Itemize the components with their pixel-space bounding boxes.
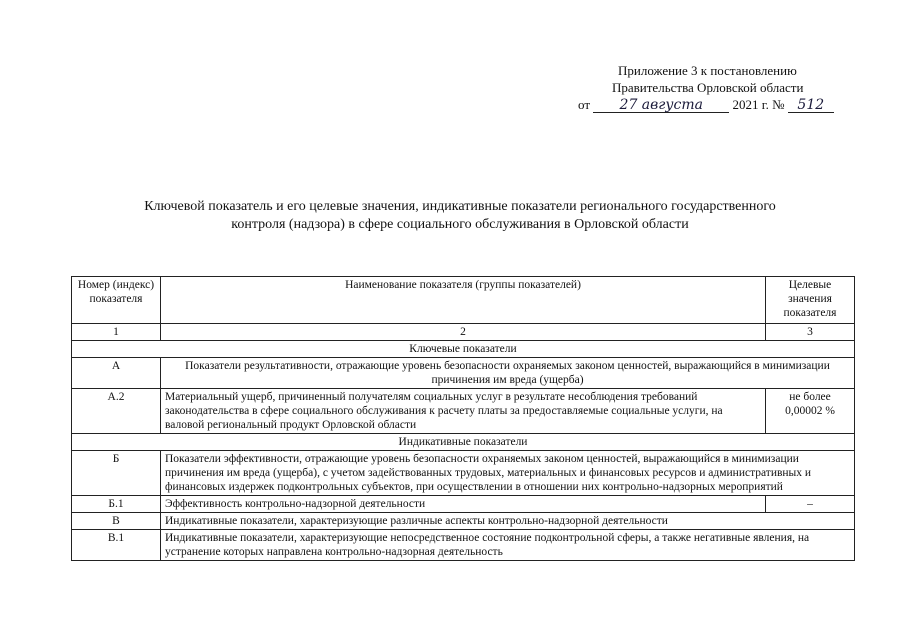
header-name: Наименование показателя (группы показателей) xyxy=(161,277,766,324)
row-index: Б xyxy=(72,451,161,496)
row-name: Индикативные показатели, характеризующие непосредственное состояние подконтрольной сферы, а также негативные явления, на устранение которых направлена контрольно-надзорная деятельность xyxy=(161,530,855,561)
row-name: Показатели эффективности, отражающие уровень безопасности охраняемых законом ценностей, выражающийся в минимизации причинения им вреда (ущерба), с учетом задействованных трудовых, материальных и финансовых ресурсов и административных и финансовых издержек подконтрольных субъектов, при осуществлении в отношении них контрольно-надзорных мероприятий xyxy=(161,451,855,496)
indicators-table xyxy=(71,276,855,561)
table-row xyxy=(72,389,855,434)
col-number-3: 3 xyxy=(766,324,855,341)
section-row-indicative xyxy=(72,434,855,451)
table-row xyxy=(72,530,855,561)
from-prefix: от xyxy=(578,97,591,112)
header-index: Номер (индекс) показателя xyxy=(72,277,161,324)
appendix-line-2: Правительства Орловской области xyxy=(612,80,804,95)
row-index: В.1 xyxy=(72,530,161,561)
table-header-row xyxy=(72,277,855,324)
title-line-1: Ключевой показатель и его целевые значения, индикативные показатели регионального государственного xyxy=(144,199,776,214)
section-row-key xyxy=(72,341,855,358)
handwritten-number: 512 xyxy=(788,98,834,113)
column-number-row xyxy=(72,324,855,341)
appendix-line-1: Приложение 3 к постановлению xyxy=(618,63,797,78)
row-index: А.2 xyxy=(72,389,161,434)
year-text: 2021 г. № xyxy=(732,97,785,112)
row-index: А xyxy=(72,358,161,389)
col-number-1: 1 xyxy=(72,324,161,341)
table-row xyxy=(72,513,855,530)
row-name: Эффективность контрольно-надзорной деятельности xyxy=(161,496,766,513)
appendix-date-line xyxy=(560,96,860,113)
table-row xyxy=(72,496,855,513)
row-target-value: – xyxy=(766,496,855,513)
row-name: Индикативные показатели, характеризующие различные аспекты контрольно-надзорной деятельности xyxy=(161,513,855,530)
row-index: Б.1 xyxy=(72,496,161,513)
row-name: Показатели результативности, отражающие уровень безопасности охраняемых законом ценностей, выражающийся в минимизации причинения им вреда (ущерба) xyxy=(161,358,855,389)
table-row xyxy=(72,358,855,389)
title-line-2: контроля (надзора) в сфере социального обслуживания в Орловской области xyxy=(231,217,689,232)
appendix-header xyxy=(560,62,860,113)
document-title xyxy=(90,198,830,234)
handwritten-date: 27 августа xyxy=(593,98,729,113)
section-indicative-label: Индикативные показатели xyxy=(72,434,855,451)
col-number-2: 2 xyxy=(161,324,766,341)
header-target: Целевые значения показателя xyxy=(766,277,855,324)
row-index: В xyxy=(72,513,161,530)
row-name: Материальный ущерб, причиненный получателям социальных услуг в результате несоблюдения требований законодательства в сфере социального обслуживания к расчету платы за предоставляемые социальные услуги, на валовой региональный продукт Орловской области xyxy=(161,389,766,434)
row-target-value: не более 0,00002 % xyxy=(766,389,855,434)
section-key-label: Ключевые показатели xyxy=(72,341,855,358)
table-row xyxy=(72,451,855,496)
